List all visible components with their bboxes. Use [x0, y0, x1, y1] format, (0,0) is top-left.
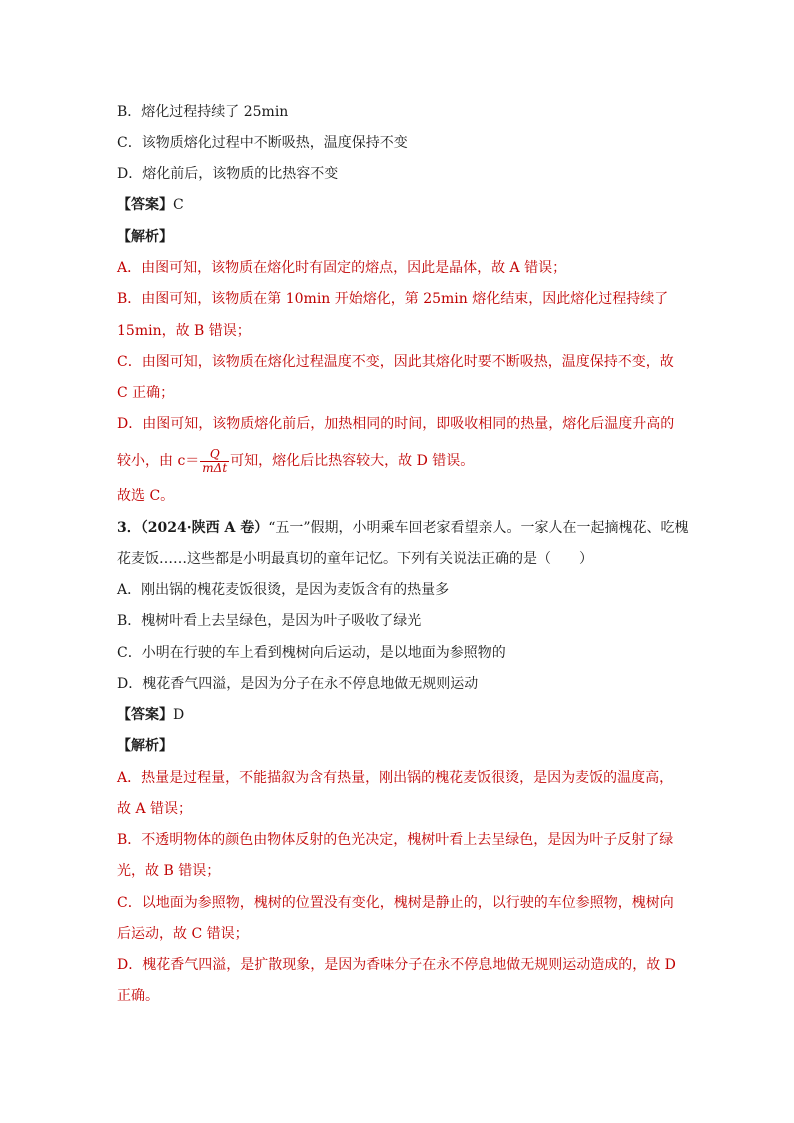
answer-label: 【答案】 — [117, 197, 173, 213]
q3-analysis-c-line2: 后运动，故 C 错误； — [117, 926, 249, 942]
q3-stem-line2: 花麦饭……这些都是小明最真切的童年记忆。下列有关说法正确的是（ ） — [117, 551, 593, 567]
q3-option-d: D．槐花香气四溢，是因为分子在永不停息地做无规则运动 — [117, 676, 479, 692]
answer-value: D — [173, 707, 185, 723]
q3-option-c: C．小明在行驶的车上看到槐树向后运动，是以地面为参照物的 — [117, 645, 506, 661]
q3-analysis-label: 【解析】 — [117, 738, 173, 754]
answer-value: C — [173, 197, 184, 213]
q3-analysis-b-line2: 光，故 B 错误； — [117, 863, 221, 879]
q3-option-b: B．槐树叶看上去呈绿色，是因为叶子吸收了绿光 — [117, 613, 422, 629]
q2-analysis-c-line1: C．由图可知，该物质在熔化过程温度不变，因此其熔化时要不断吸热，温度保持不变，故 — [117, 354, 674, 370]
q2-option-d: D．熔化前后，该物质的比热容不变 — [117, 166, 339, 182]
specific-heat-formula — [200, 448, 229, 475]
q3-stem-line1 — [117, 518, 689, 538]
q2-analysis-c-line2: C 正确； — [117, 385, 175, 401]
formula-numerator: Q — [200, 448, 229, 462]
q3-number: 3． — [117, 520, 141, 536]
q3-analysis-b-line1: B．不透明物体的颜色由物体反射的色光决定，槐树叶看上去呈绿色，是因为叶子反射了绿 — [117, 832, 674, 848]
q2-option-b: B．熔化过程持续了 25min — [117, 104, 289, 120]
q2-analysis-b-line1: B．由图可知，该物质在第 10min 开始熔化，第 25min 熔化结束，因此熔化过程持续了 — [117, 291, 669, 307]
q3-stem-text: “五一”假期，小明乘车回老家看望亲人。一家人在一起摘槐花、吃槐 — [268, 520, 689, 536]
q3-analysis-a-line2: 故 A 错误； — [117, 801, 193, 817]
q2-analysis-d-line2 — [117, 446, 474, 476]
q2-analysis-a: A．由图可知，该物质在熔化时有固定的熔点，因此是晶体，故 A 错误； — [117, 260, 567, 276]
q3-source: （2024·陕西 A 卷） — [140, 520, 269, 536]
q3-analysis-c-line1: C．以地面为参照物，槐树的位置没有变化，槐树是静止的，以行驶的车位参照物，槐树向 — [117, 895, 674, 911]
formula-denominator: mΔt — [202, 460, 228, 475]
answer-label: 【答案】 — [117, 707, 173, 723]
q2-analysis-b-line2: 15min，故 B 错误； — [117, 323, 251, 339]
q3-option-a: A．刚出锅的槐花麦饭很烫，是因为麦饭含有的热量多 — [117, 582, 450, 598]
q3-analysis-d-line2: 正确。 — [117, 988, 159, 1004]
q3-analysis-d-line1: D．槐花香气四溢，是扩散现象，是因为香味分子在永不停息地做无规则运动造成的，故 D — [117, 957, 676, 973]
q2-option-c: C．该物质熔化过程中不断吸热，温度保持不变 — [117, 135, 408, 151]
d-line2-suffix: 可知，熔化后比热容较大，故 D 错误。 — [230, 453, 475, 469]
d-line2-prefix: 较小，由 c＝ — [117, 453, 200, 469]
q2-conclusion: 故选 C。 — [117, 488, 175, 504]
q3-analysis-a-line1: A．热量是过程量，不能描叙为含有热量，刚出锅的槐花麦饭很烫，是因为麦饭的温度高， — [117, 770, 674, 786]
q3-answer — [117, 705, 184, 725]
q2-answer — [117, 195, 184, 215]
q2-analysis-label: 【解析】 — [117, 229, 173, 245]
q2-analysis-d-line1: D．由图可知，该物质熔化前后，加热相同的时间，即吸收相同的热量，熔化后温度升高的 — [117, 416, 675, 432]
